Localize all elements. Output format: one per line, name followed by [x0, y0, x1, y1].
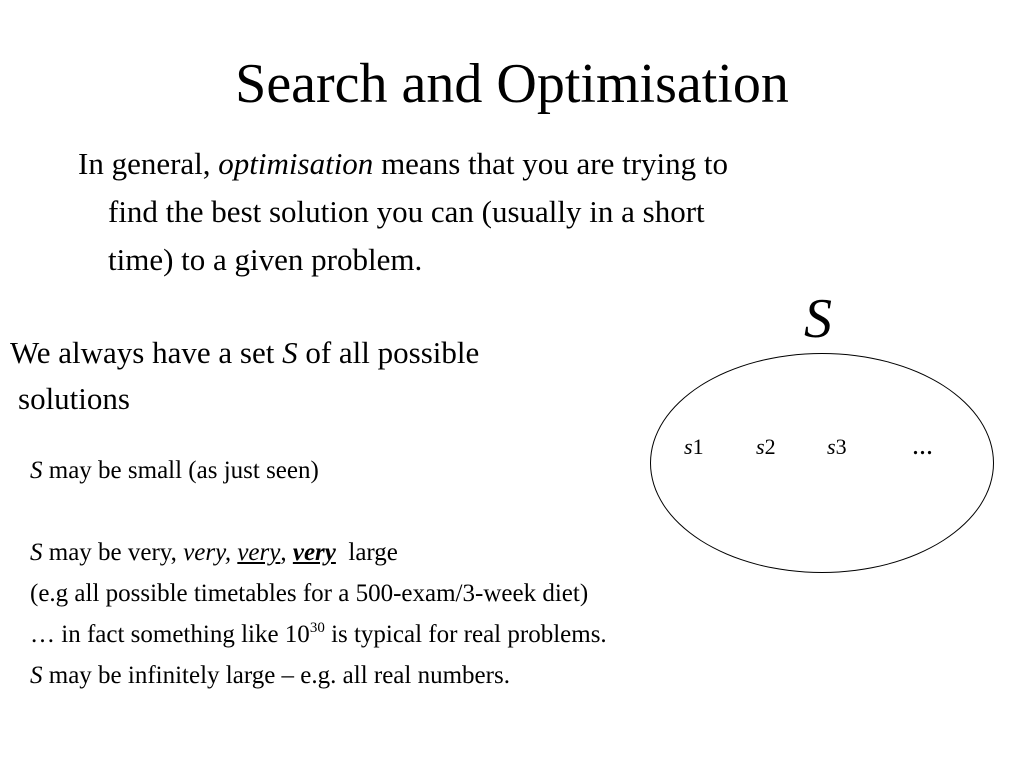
set-label: S	[804, 288, 832, 350]
set-statement-line-1: We always have a set S of all possible	[10, 335, 480, 370]
very-italic: very,	[183, 539, 232, 566]
more-elements-ellipsis: ...	[912, 430, 933, 461]
very-bold: very	[292, 539, 336, 566]
set-symbol: S	[282, 335, 298, 370]
small-set-line: S may be small (as just seen)	[30, 457, 319, 484]
typical-line: … in fact something like $10^{30}$ is typical for real problems.	[30, 620, 607, 648]
intro-line-3: time) to a given problem.	[108, 242, 423, 277]
element-s2: s2	[756, 434, 776, 459]
solution-set-diagram	[640, 285, 1020, 595]
intro-line-1: In general, optimisation means that you are trying to	[78, 146, 728, 181]
infinite-line: S may be infinitely large – e.g. all real numbers.	[30, 662, 510, 689]
intro-paragraph	[78, 140, 728, 284]
very-underlined: very	[237, 539, 281, 566]
slide-title: Search and Optimisation	[235, 53, 789, 115]
example-line: (e.g all possible timetables for a 500-exam/3-week diet)	[30, 580, 589, 607]
element-s1: s1	[684, 434, 704, 459]
exponent: 30	[309, 620, 325, 636]
set-statement-line-2: solutions	[18, 381, 130, 416]
optimisation-term: optimisation	[218, 146, 374, 181]
set-statement	[10, 330, 479, 422]
element-s3: s3	[827, 434, 847, 459]
set-ellipse	[650, 353, 994, 573]
intro-line-2: find the best solution you can (usually in a short	[108, 194, 705, 229]
large-set-line: S may be very, very, very, very large	[30, 539, 398, 566]
